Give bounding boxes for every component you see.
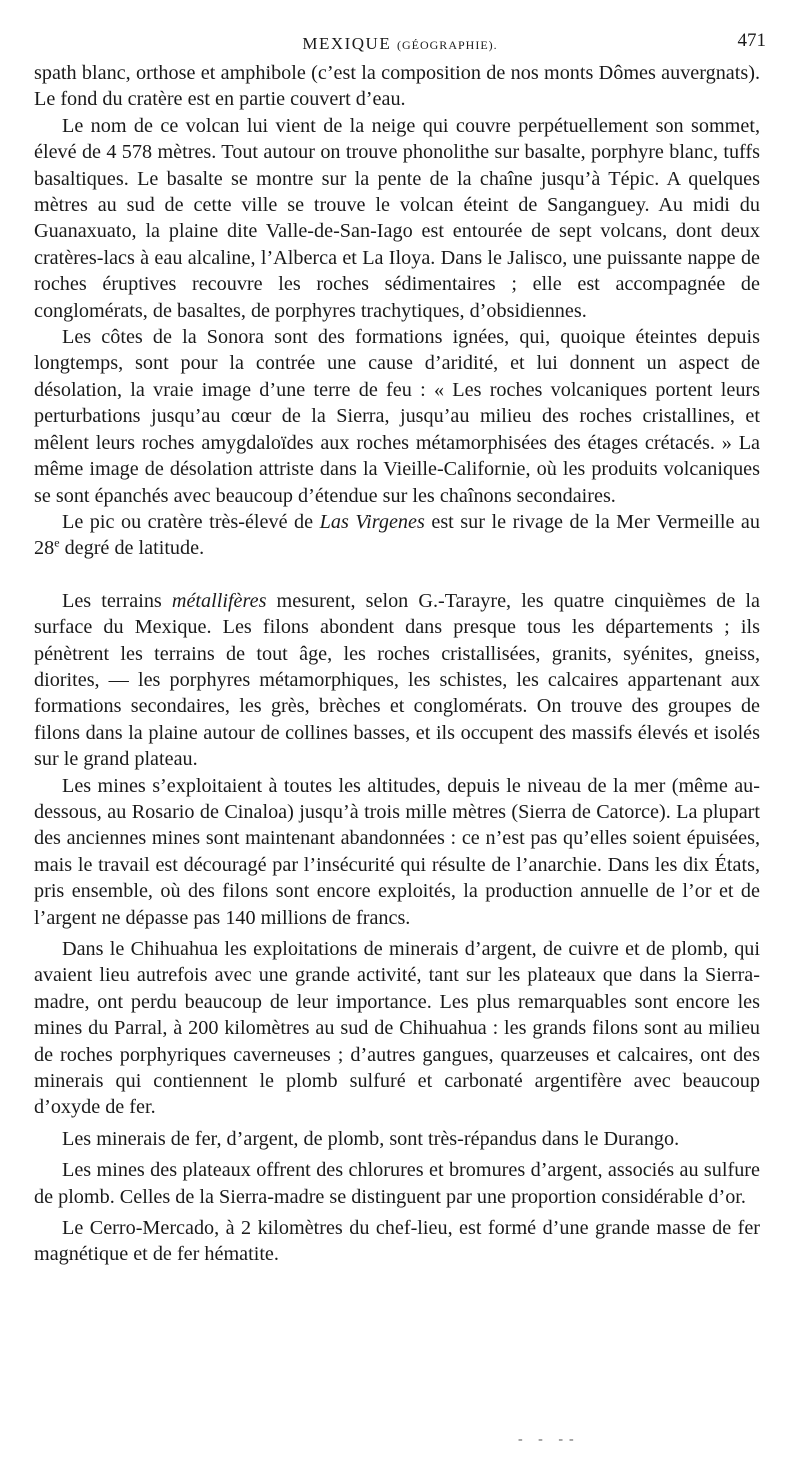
paragraph xyxy=(34,509,760,562)
paragraph xyxy=(34,773,760,931)
paragraph-text: Les mines des plateaux offrent des chlorures et bromures d’argent, associés au sulfure de plomb. Celles de la Sierra-madre se distinguent par une proportion considérable d’or. xyxy=(34,1159,760,1208)
running-head xyxy=(0,30,800,60)
paragraph xyxy=(34,1157,760,1210)
paragraph-text: Les minerais de fer, d’argent, de plomb, sont très-répandus dans le Durango. xyxy=(62,1127,680,1150)
paragraph-text: Le Cerro-Mercado, à 2 kilomètres du chef-lieu, est formé d’une grande masse de fer magnétique et de fer hématite. xyxy=(34,1217,760,1266)
paragraph xyxy=(34,1215,760,1268)
running-title-main: MEXIQUE xyxy=(302,34,392,53)
footer-marks: - - -- xyxy=(518,1432,580,1447)
italic-place-name: Las Virgenes xyxy=(319,510,425,533)
paragraph-text: Les terrains xyxy=(62,589,172,612)
page-number: 471 xyxy=(737,30,766,51)
paragraph-text: Les côtes de la Sonora sont des formations ignées, qui, quoique éteintes depuis longtemps, sont pour la contrée une cause d’aridité, et lui donnent un aspect de désolation, la vraie image d’une terre de feu : « Les roches volcaniques portent leurs perturbations jusqu’au cœur de la Sierra, jusqu’au milieu des roches cristallines, et mêlent leurs roches amygdaloïdes aux roches métamorphisées des étages crétacés. » La même image de désolation attriste dans la Vieille-Californie, où les produits volcaniques se sont épanchés avec beaucoup d’étendue sur les chaînons secondaires. xyxy=(34,326,760,507)
paragraph-text: Les mines s’exploitaient à toutes les altitudes, depuis le niveau de la mer (même au-dessous, au Rosario de Cinaloa) jusqu’à trois mille mètres (Sierra de Catorce). La plupart des anciennes mines sont maintenant abandonnées : ce n’est pas qu’elles soient épuisées, mais le travail est découragé par l’insécurité qui résulte de l’anarchie. Dans les dix États, pris ensemble, où des filons sont encore exploités, la production annuelle de l’or et de l’argent ne dépasse pas 140 millions de francs. xyxy=(34,774,760,929)
italic-term: métallifères xyxy=(171,589,267,612)
paragraph-text: spath blanc, orthose et amphibole (c’est la composition de nos monts Dômes auvergnats). Le fond du cratère est en partie couvert d’eau. xyxy=(34,62,760,111)
running-title xyxy=(0,34,800,54)
ordinal-superscript: e xyxy=(54,535,60,550)
paragraph-text: degré de latitude. xyxy=(59,537,205,560)
paragraph xyxy=(34,324,760,509)
body-text xyxy=(34,60,760,1268)
running-title-sub: (GÉOGRAPHIE). xyxy=(396,38,498,52)
paragraph-text: mesurent, selon G.-Tarayre, les quatre cinquièmes de la surface du Mexique. Les filons abondent dans presque tous les départements ; ils pénètrent les terrains de tout âge, les roches cristallisées, granits, syénites, gneiss, diorites, — les porphyres métamorphiques, les schistes, les calcaires appartenant aux formations secondaires, les grès, brèches et conglomérats. On trouve des groupes de filons dans la plaine autour de collines basses, et ils occupent des massifs élevés et isolés sur le grand plateau. xyxy=(34,589,760,771)
paragraph-text: Dans le Chihuahua les exploitations de minerais d’argent, de cuivre et de plomb, qui avaient lieu autrefois avec une grande activité, tant sur les plateaux que dans la Sierra-madre, ont perdu beaucoup de leur importance. Les plus remarquables sont encore les mines du Parral, à 200 kilomètres au sud de Chihuahua : les grands filons sont au milieu de roches porphyriques caverneuses ; d’autres gangues, quarzeuses et calcaires, ont des minerais qui contiennent le plomb sulfuré et carbonaté argentifère avec beaucoup d’oxyde de fer. xyxy=(34,938,760,1119)
paragraph xyxy=(34,60,760,113)
paragraph xyxy=(34,113,760,324)
paragraph xyxy=(34,936,760,1121)
paragraph xyxy=(34,1126,760,1152)
paragraph-text: Le pic ou cratère très-élevé de xyxy=(62,510,320,533)
paragraph-text: Le nom de ce volcan lui vient de la neige qui couvre perpétuellement son sommet, élevé de 4 578 mètres. Tout autour on trouve phonolithe sur basalte, porphyre blanc, tuffs basaltiques. Le basalte se montre sur la pente de la chaîne jusqu’à Tépic. A quelques mètres au sud de cette ville se trouve le volcan éteint de Sanganguey. Au midi du Guanaxuato, la plaine dite Valle-de-San-Iago est entourée de sept volcans, dont deux cratères-lacs à eau alcaline, l’Alberca et La Iloya. Dans le Jalisco, une puissante nappe de roches éruptives recouvre les roches sédimentaires ; elle est accompagnée de conglomérats, de basaltes, de porphyres trachytiques, d’obsidiennes. xyxy=(34,114,760,322)
paragraph-text: est sur le rivage de la Mer Vermeille au 28 xyxy=(34,510,760,560)
paragraph xyxy=(34,588,760,773)
